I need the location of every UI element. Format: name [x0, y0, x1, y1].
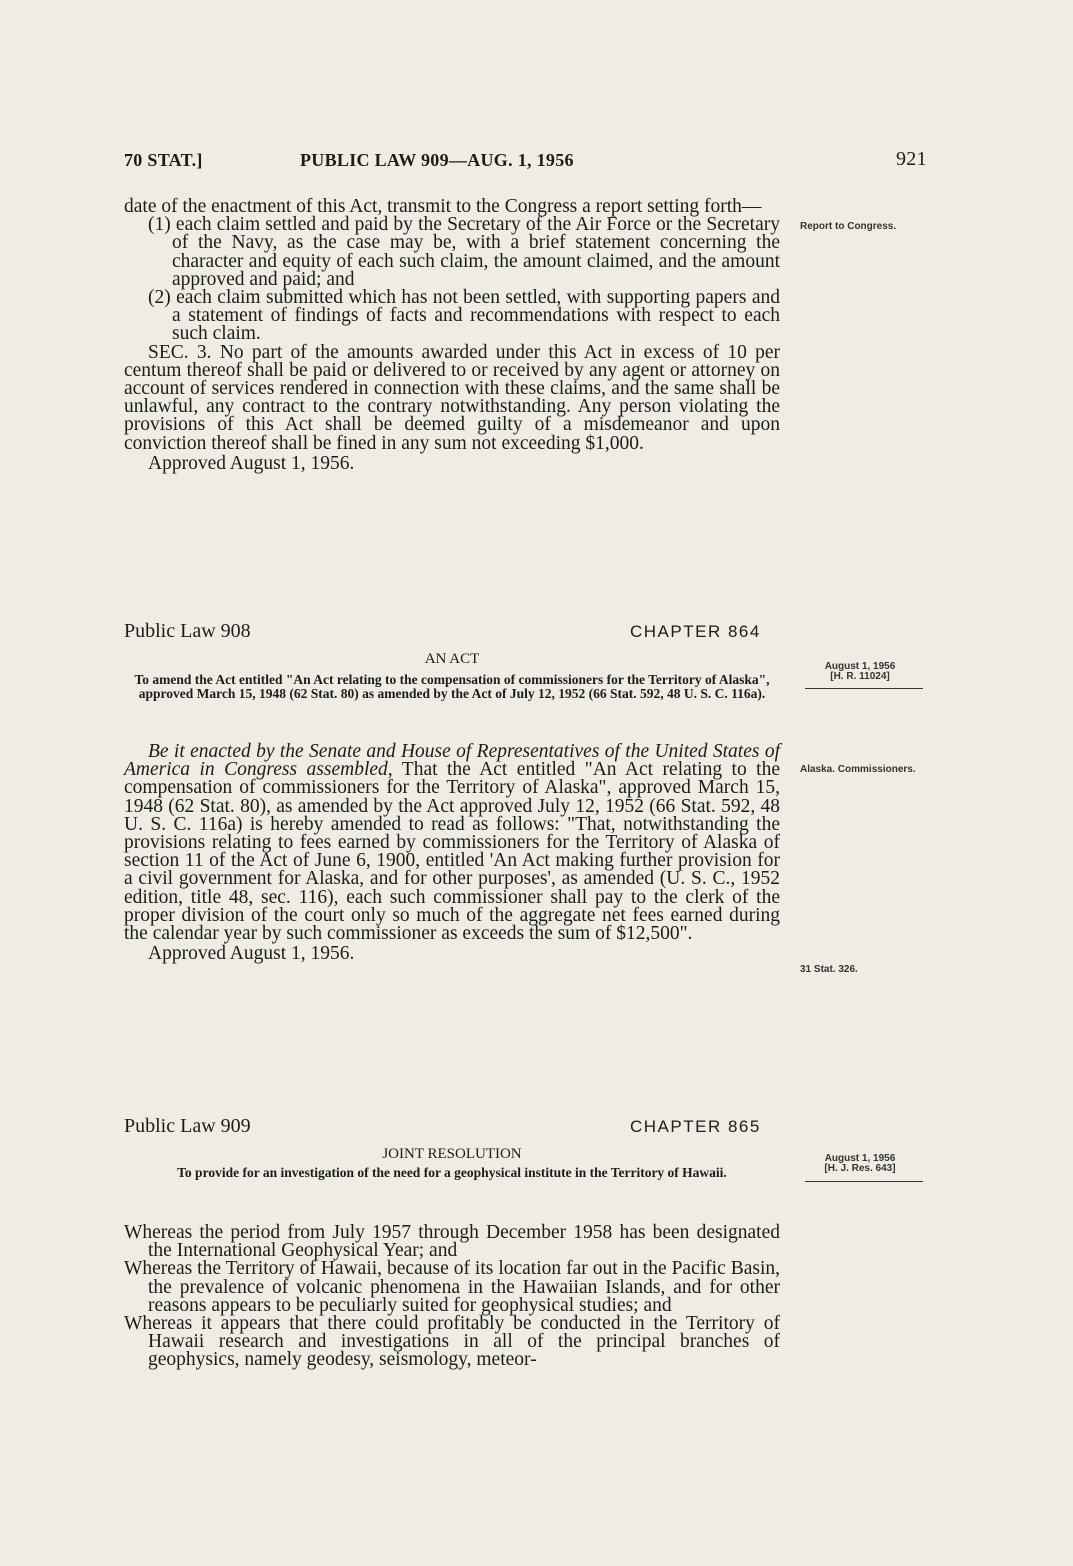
law-909-date-note: August 1, 1956: [824, 1153, 896, 1164]
margin-note-alaska: Alaska. Commissioners.: [800, 764, 916, 775]
law-908-enactment: [124, 743, 780, 943]
margin-note-stat: 31 Stat. 326.: [800, 964, 858, 975]
law-909-bill-note: [H. J. Res. 643]: [824, 1163, 896, 1174]
page-number: 921: [896, 148, 927, 170]
whereas-clause-3: Whereas it appears that there could profitably be conducted in the Territory of Hawaii research and investigations in all of the principal branches of geophysics, namely geodesy, seismology, meteor-: [124, 1313, 780, 1371]
header-volume: 70 STAT.]: [124, 150, 203, 170]
report-opening: date of the enactment of this Act, transmit to the Congress a report setting forth—: [124, 196, 762, 217]
law-909-title: To provide for an investigation of the need for a geophysical institute in the Territory of Hawaii.: [177, 1165, 727, 1180]
whereas-clause-1: Whereas the period from July 1957 through December 1958 has been designated the International Geophysical Year; and: [124, 1222, 780, 1262]
whereas-clause-2: Whereas the Territory of Hawaii, because of its location far out in the Pacific Basin, the prevalence of volcanic phenomena in the Hawaiian Islands, and for other reasons appears to be peculiarly suited for geophysical studies; and: [124, 1258, 780, 1316]
section-3-text: No part of the amounts awarded under this Act in excess of 10 per centum thereof shall be paid or delivered to or received by any agent or attorney on account of services rendered in connection with these claims, and the same shall be unlawful, any contract to the contrary notwithstanding. Any person violating the provisions of this Act shall be deemed guilty of a misdemeanor and upon conviction thereof shall be fined in any sum not exceeding $1,000.: [124, 341, 780, 454]
approved-previous: Approved August 1, 1956.: [148, 452, 355, 474]
chapter-864-label: CHAPTER 864: [630, 622, 761, 641]
joint-resolution-heading: JOINT RESOLUTION: [382, 1146, 522, 1162]
section-3-label: SEC. 3.: [148, 341, 212, 363]
header-title: PUBLIC LAW 909—AUG. 1, 1956: [300, 150, 574, 170]
public-law-908-label: Public Law 908: [124, 620, 251, 642]
law-908-bill-note: [H. R. 11024]: [830, 671, 890, 682]
approved-908: Approved August 1, 1956.: [148, 943, 355, 965]
public-law-909-label: Public Law 909: [124, 1115, 251, 1137]
previous-law-section: [124, 198, 780, 473]
report-item-2: (2) each claim submitted which has not been settled, with supporting papers and a statement of findings of facts and recommendations with respect to each such claim.: [148, 287, 780, 345]
law-909-whereas-clauses: [124, 1224, 780, 1370]
act-heading: AN ACT: [424, 651, 480, 667]
report-item-1: (1) each claim settled and paid by the Secretary of the Air Force or the Secretary of the Navy, as the case may be, with a brief statement concerning the character and equity of each such claim, the amount claimed, and the amount approved and paid; and: [148, 214, 780, 290]
law-908-date-note: August 1, 1956: [824, 661, 896, 672]
section-3: [124, 341, 780, 454]
law-908-body: [124, 743, 780, 963]
law-909-margin-rule: [805, 1181, 923, 1182]
chapter-865-label: CHAPTER 865: [630, 1117, 761, 1136]
enacting-clause: Be it enacted by the Senate and House of Representatives of the United States of America in Congress assembled,: [124, 741, 780, 781]
law-908-body-text: That the Act entitled "An Act relating to the compensation of commissioners for the Territory of Alaska", approved March 15, 1948 (62 Stat. 80), as amended by the Act approved July 12, 1952 (66 Stat. 592, 48 U. S. C. 116a) is hereby amended to read as follows: "That, notwithstanding the provisions relating to fees earned by commissioners for the Territory of Alaska of section 11 of the Act of June 6, 1900, entitled 'An Act making further provision for a civil government for Alaska, and for other purposes', as amended (U. S. C., 1952 edition, title 48, sec. 116), each such commissioner shall pay to the clerk of the proper division of the court only so much of the aggregate net fees earned during the calendar year by such commissioner as exceeds the sum of $12,500".: [124, 759, 781, 945]
law-908-margin-rule: [805, 688, 923, 689]
margin-note-report: Report to Congress.: [800, 221, 897, 232]
law-908-title: To amend the Act entitled "An Act relating to the compensation of commissioners for the Territory of Alaska", approved March 15, 1948 (62 Stat. 80) as amended by the Act of July 12, 1952 (66 Stat. 592, 48 U. S. C. 116a).: [134, 672, 770, 701]
